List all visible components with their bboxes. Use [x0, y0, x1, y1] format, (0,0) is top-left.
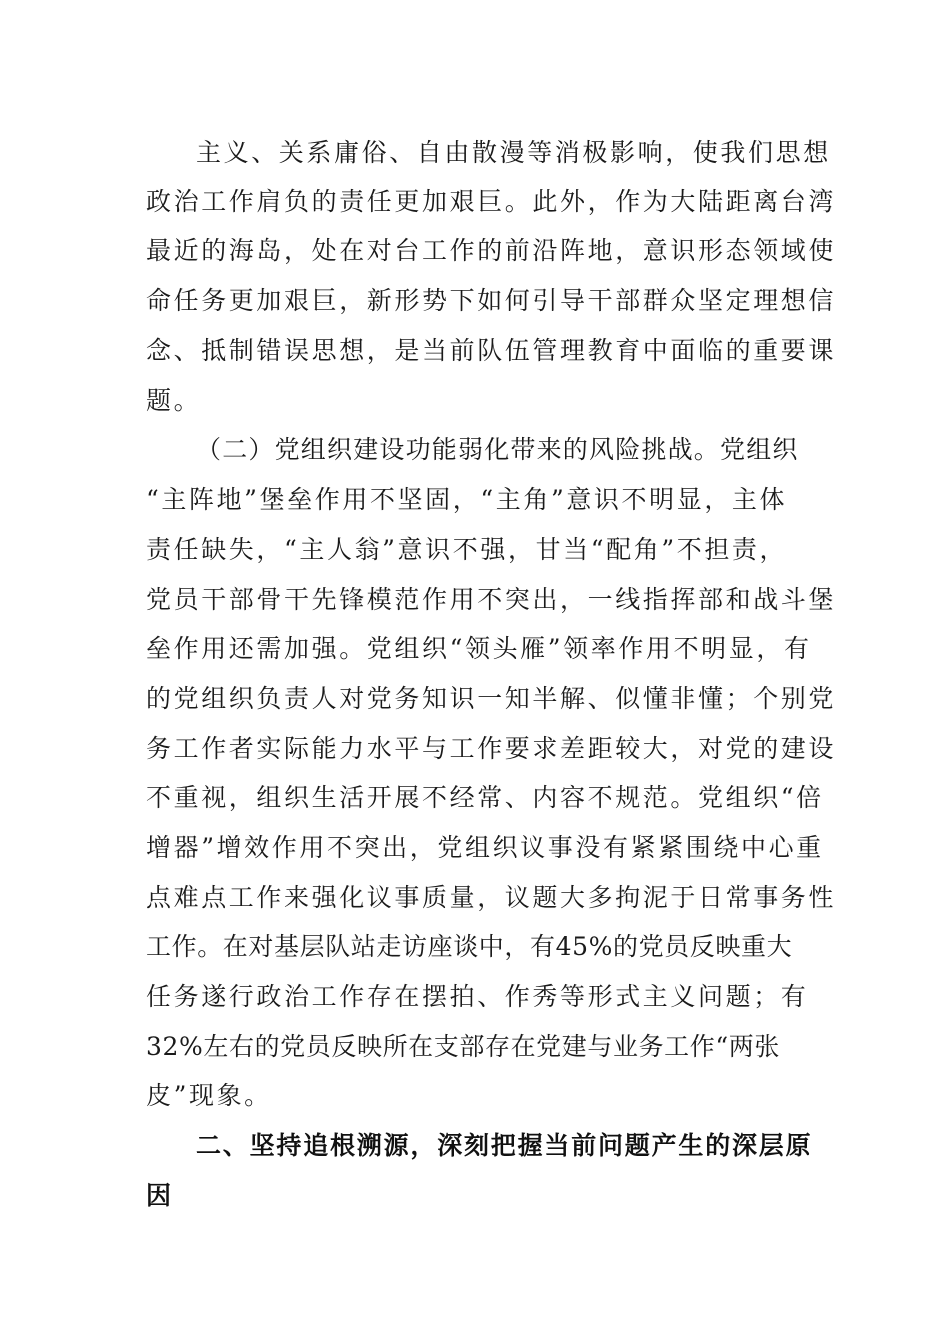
- body-line: 32%左右的党员反映所在支部存在党建与业务工作“两张: [146, 1032, 780, 1061]
- body-line: 皮”现象。: [146, 1081, 272, 1110]
- body-line: 不重视，组织生活开展不经常、内容不规范。党组织“倍: [146, 783, 824, 812]
- body-line: 题。: [146, 386, 202, 415]
- section-heading-line: 二、坚持追根溯源，深刻把握当前问题产生的深层原: [196, 1131, 813, 1160]
- body-line: 增器”增效作用不突出，党组织议事没有紧紧围绕中心重: [146, 833, 824, 862]
- body-line: 任务遂行政治工作存在摆拍、作秀等形式主义问题；有: [146, 982, 809, 1011]
- body-line: 最近的海岛，处在对台工作的前沿阵地，意识形态领域使: [146, 236, 837, 265]
- body-line: “主阵地”堡垒作用不坚固，“主角”意识不明显，主体: [146, 485, 788, 514]
- body-line: 主义、关系庸俗、自由散漫等消极影响，使我们思想: [196, 138, 831, 167]
- subsection-heading-line: （二）党组织建设功能弱化带来的风险挑战。党组织: [196, 435, 799, 464]
- section-heading-line: 因: [146, 1181, 173, 1210]
- body-line: 工作。在对基层队站走访座谈中，有45%的党员反映重大: [146, 932, 793, 961]
- body-line: 的党组织负责人对党务知识一知半解、似懂非懂；个别党: [146, 684, 837, 713]
- body-line: 垒作用还需加强。党组织“领头雁”领率作用不明显，有: [146, 634, 812, 663]
- body-line: 命任务更加艰巨，新形势下如何引导干部群众坚定理想信: [146, 286, 837, 315]
- body-line: 责任缺失，“主人翁”意识不强，甘当“配角”不担责，: [146, 535, 788, 564]
- body-line: 党员干部骨干先锋模范作用不突出，一线指挥部和战斗堡: [146, 585, 837, 614]
- body-line: 点难点工作来强化议事质量，议题大多拘泥于日常事务性: [146, 883, 837, 912]
- body-line: 务工作者实际能力水平与工作要求差距较大，对党的建设: [146, 734, 837, 763]
- body-line: 政治工作肩负的责任更加艰巨。此外，作为大陆距离台湾: [146, 187, 837, 216]
- body-line: 念、抵制错误思想，是当前队伍管理教育中面临的重要课: [146, 336, 837, 365]
